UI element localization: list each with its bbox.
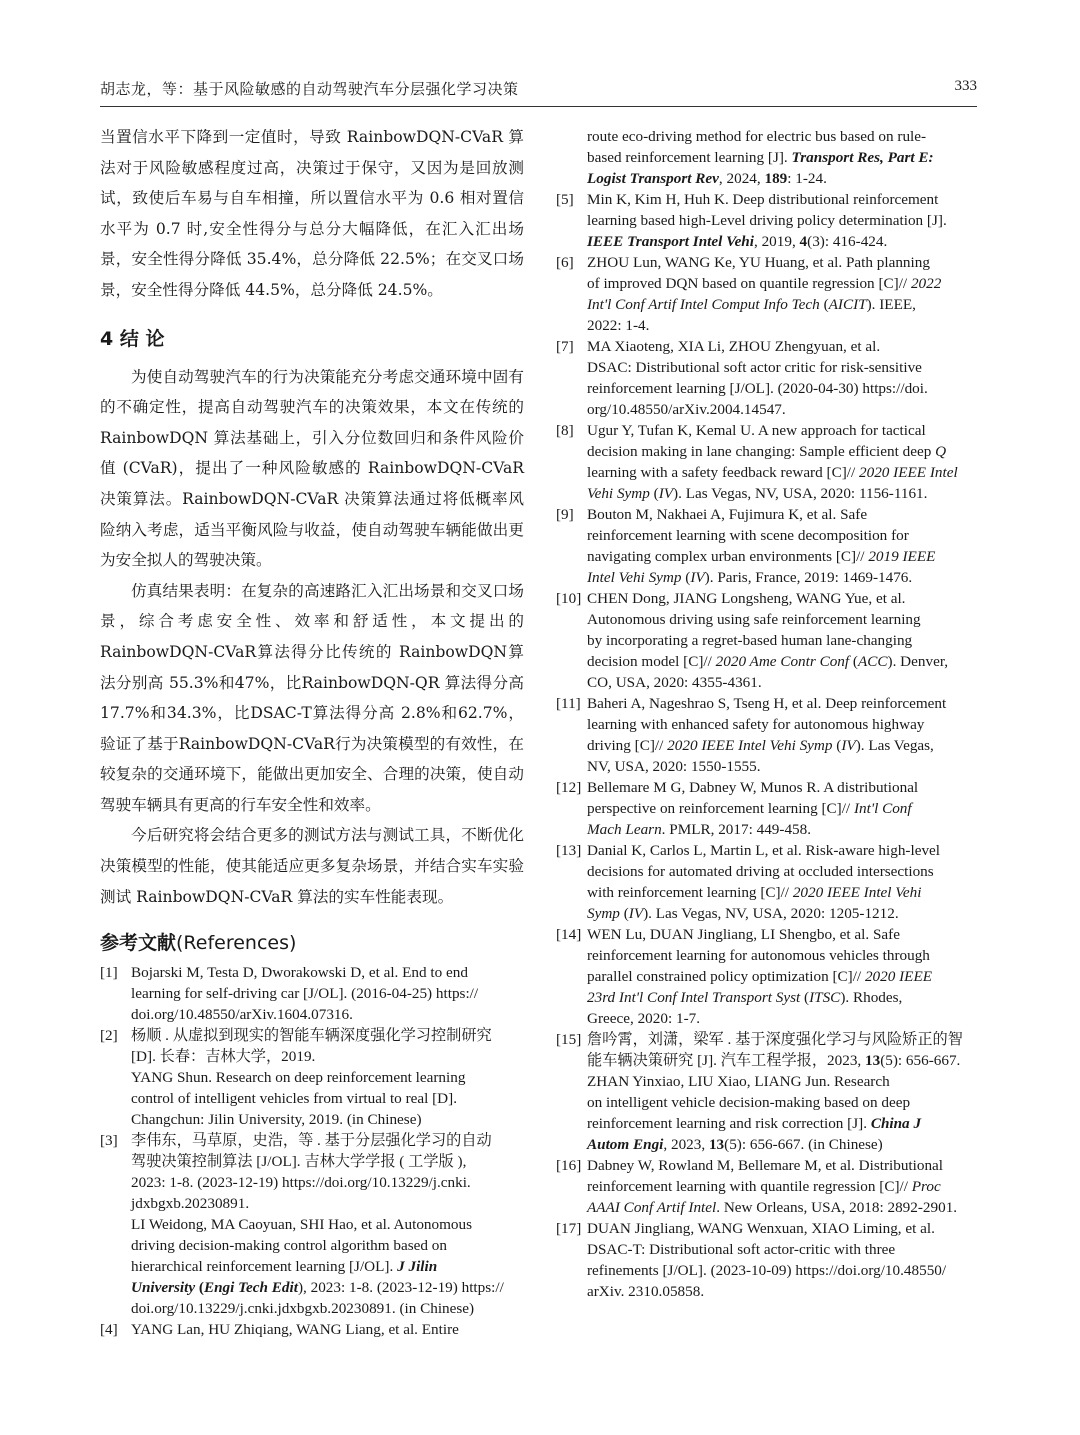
right-column — [556, 126, 982, 1302]
reference-number: [12] — [556, 779, 582, 796]
ref-line: 2023: 1-8. (2023-12-19) https://doi.org/10.13229/j.cnki. — [131, 1174, 471, 1192]
ref-venue: AICIT — [828, 296, 867, 313]
ref-line: Dabney W, Rowland M, Bellemare M, et al. Distributional — [587, 1157, 944, 1174]
reference-number: [17] — [556, 1220, 582, 1237]
reference-item — [100, 1025, 524, 1130]
reference-number: [4] — [100, 1321, 118, 1339]
ref-venue: 2020 IEEE — [864, 968, 932, 985]
ref-line: Bouton M, Nakhaei A, Fujimura K, et al. Safe — [587, 506, 868, 523]
ref-venue: IV — [690, 569, 705, 586]
ref-text: parallel constrained policy optimization [C]// — [587, 968, 865, 985]
ref-journal: Autom Engi — [587, 1136, 664, 1153]
reference-number: [1] — [100, 964, 118, 982]
ref-text: (5): 656-667. (in Chinese) — [724, 1136, 883, 1153]
ref-venue: 2022 — [910, 275, 942, 292]
reference-item — [100, 1130, 524, 1319]
ref-journal: Logist Transport Rev — [587, 170, 719, 187]
ref-text: ). Las Vegas, — [855, 737, 934, 754]
ref-text: , 2019, — [753, 233, 800, 250]
ref-line: Bellemare M G, Dabney W, Munos R. A distributional — [587, 779, 919, 796]
ref-line: reinforcement learning [J/OL]. (2020-04-30) https://doi. — [587, 380, 928, 397]
ref-line: DSAC: Distributional soft actor critic for risk-sensitive — [587, 359, 922, 376]
ref-journal: Transport Res, Part E: — [791, 149, 934, 166]
references-title-cn: 参考文献 — [100, 932, 177, 955]
reference-item — [556, 924, 982, 1029]
ref-text: : 1-24. — [787, 170, 827, 187]
ref-line: Bojarski M, Testa D, Dworakowski D, et al. End to end — [131, 964, 468, 982]
ref-text: ). Rhodes, — [840, 989, 903, 1006]
reference-item — [556, 588, 982, 693]
ref-venue: AAAI Conf Artif Intel — [587, 1199, 717, 1216]
section-title-conclusion: 4 结 论 — [100, 327, 165, 350]
ref-venue: Symp — [587, 905, 620, 922]
ref-line: MA Xiaoteng, XIA Li, ZHOU Zhengyuan, et al. — [587, 338, 881, 355]
ref-journal: Engi Tech Edit — [203, 1279, 298, 1297]
ref-line — [587, 819, 982, 840]
ref-text: ( — [649, 485, 659, 502]
ref-line — [587, 1050, 982, 1071]
ref-line: Danial K, Carlos L, Martin L, et al. Risk-aware high-level — [587, 842, 941, 859]
ref-text: , 2023, — [663, 1136, 709, 1153]
reference-number: [7] — [556, 338, 574, 355]
ref-line: decisions for automated driving at occluded intersections — [587, 863, 934, 880]
reference-item — [556, 189, 982, 252]
ref-venue: IV — [628, 905, 644, 922]
ref-text: perspective on reinforcement learning [C]// — [587, 800, 854, 817]
paragraph-conclusion-3: 今后研究将会结合更多的测试方法与测试工具，不断优化决策模型的性能，使其能适应更多复杂场景，并结合实车实验测试 RainbowDQN-CVaR 算法的实车性能表现。 — [100, 826, 524, 906]
ref-line — [587, 966, 982, 987]
reference-item — [100, 962, 524, 1025]
ref-line: LI Weidong, MA Caoyuan, SHI Hao, et al. Autonomous — [131, 1216, 473, 1234]
reference-item — [556, 1155, 982, 1218]
ref-text: hierarchical reinforcement learning [J/OL]. — [131, 1258, 398, 1276]
running-title: 胡志龙，等：基于风险敏感的自动驾驶汽车分层强化学习决策 — [100, 80, 519, 98]
ref-line: NV, USA, 2020: 1550-1555. — [587, 758, 761, 775]
ref-line — [587, 483, 982, 504]
ref-line: route eco-driving method for electric bus based on rule- — [587, 128, 927, 145]
ref-journal: J Jilin — [397, 1258, 438, 1276]
ref-text: reinforcement learning with quantile regression [C]// — [587, 1178, 912, 1195]
ref-text: ). Las Vegas, NV, USA, 2020: 1156-1161. — [673, 485, 928, 502]
ref-volume: 13 — [708, 1136, 725, 1153]
ref-text: ). Denver, — [887, 653, 949, 670]
ref-line: Autonomous driving using safe reinforcement learning — [587, 611, 921, 628]
ref-line: org/10.48550/arXiv.2004.14547. — [587, 401, 786, 418]
paragraph-confidence-level: 当置信水平下降到一定值时，导致 RainbowDQN-CVaR 算法对于风险敏感程度过高，决策过于保守，又因为是回放测试，致使后车易与自车相撞，所以置信水平为 0.6 相对置信水平为 0.7 时,安全性得分与总分大幅降低，在汇入汇出场景，安全性得分降低 35.4%，总分降低 22.5%；在交叉口场景，安全性得分降低 44.5%，总分降低 24.5%。 — [100, 128, 524, 299]
ref-venue: Intel Vehi Symp — [587, 569, 682, 586]
ref-journal: University — [131, 1279, 196, 1297]
ref-line: jdxbgxb.20230891. — [131, 1195, 250, 1213]
ref-line: arXiv. 2310.05858. — [587, 1283, 705, 1300]
reference-number: [2] — [100, 1027, 118, 1045]
ref-line: DUAN Jingliang, WANG Wenxuan, XIAO Liming, et al. — [587, 1220, 935, 1237]
ref-line: by incorporating a regret-based human lane-changing — [587, 632, 913, 649]
reference-item — [556, 252, 982, 336]
ref-text: reinforcement learning and risk correction [J]. — [587, 1115, 871, 1132]
ref-venue: Int'l Conf Artif Intel Comput Info Tech — [587, 296, 820, 313]
ref-line: doi.org/10.13229/j.cnki.jdxbgxb.20230891. (in Chinese) — [131, 1300, 475, 1318]
ref-text: . PMLR, 2017: 449-458. — [661, 821, 812, 838]
ref-venue: IV — [658, 485, 674, 502]
ref-venue: IV — [841, 737, 856, 754]
ref-line: control of intelligent vehicles from virtual to real [D]. — [131, 1090, 458, 1108]
reference-number: [5] — [556, 191, 574, 208]
ref-line — [587, 903, 982, 924]
ref-line: reinforcement learning for autonomous vehicles through — [587, 947, 930, 964]
ref-line: [D]. 长春：吉林大学，2019. — [131, 1048, 316, 1066]
ref-line: Changchun: Jilin University, 2019. (in Chinese) — [131, 1111, 422, 1129]
ref-text: decision model [C]// — [587, 653, 716, 670]
ref-text: (5): 656-667. — [880, 1052, 961, 1069]
ref-line — [587, 1113, 982, 1134]
ref-line: CHEN Dong, JIANG Longsheng, WANG Yue, et al. — [587, 590, 906, 607]
paragraph-conclusion-1: 为使自动驾驶汽车的行为决策能充分考虑交通环境中固有的不确定性，提高自动驾驶汽车的决策效果，本文在传统的 RainbowDQN 算法基础上，引入分位数回归和条件风险价值 (CVaR)，提出了一种风险敏感的 RainbowDQN-CVaR 决策算法。RainbowDQN-CVaR 决策算法通过将低概率风险纳入考虑，适当平衡风险与收益，使自动驾驶车辆能做出更为安全拟人的驾驶决策。 — [100, 367, 524, 570]
ref-text: ( — [800, 989, 810, 1006]
paragraph-conclusion-2: 仿真结果表明：在复杂的高速路汇入汇出场景和交叉口场景，综合考虑安全性、效率和舒适性，本文提出的 RainbowDQN-CVaR算法得分比传统的 RainbowDQN算法分别高 55.3%和47%，比RainbowDQN-QR 算法得分高 17.7%和34.3%，比DSAC-T算法得分高 2.8%和62.7%，验证了基于RainbowDQN-CVaR行为决策模型的有效性，在较复杂的交通环境下，能做出更加安全、合理的决策，使自动驾驶车辆具有更高的行车安全性和效率。 — [100, 581, 524, 814]
ref-line — [587, 441, 982, 462]
ref-text: navigating complex urban environments [C]// — [587, 548, 869, 565]
ref-venue: Proc — [911, 1178, 941, 1195]
reference-item — [556, 420, 982, 504]
ref-venue: 2020 IEEE Intel Vehi — [792, 884, 922, 901]
ref-journal: China J — [870, 1115, 922, 1132]
ref-math: Q — [935, 443, 947, 460]
ref-text: ( — [195, 1279, 204, 1297]
reference-number: [15] — [556, 1031, 582, 1048]
ref-text: driving [C]// — [587, 737, 668, 754]
reference-number: [14] — [556, 926, 582, 943]
ref-line: CO, USA, 2020: 4355-4361. — [587, 674, 762, 691]
reference-number: [10] — [556, 590, 582, 607]
page-number: 333 — [954, 78, 977, 94]
ref-venue: Mach Learn — [587, 821, 662, 838]
references-title — [100, 928, 524, 954]
ref-text: ( — [849, 653, 858, 670]
ref-text: 能车辆决策研究 [J]. 汽车工程学报，2023, — [587, 1052, 866, 1069]
ref-line: driving decision-making control algorithm based on — [131, 1237, 447, 1255]
ref-venue: Vehi Symp — [587, 485, 650, 502]
ref-line: 驾驶决策控制算法 [J/OL]. 吉林大学学报 ( 工学版 ), — [131, 1153, 467, 1171]
ref-line — [587, 294, 982, 315]
references-title-en: (References) — [176, 932, 297, 955]
ref-journal: IEEE Transport Intel Vehi — [587, 233, 754, 250]
ref-text: based reinforcement learning [J]. — [587, 149, 792, 166]
ref-text: ( — [832, 737, 842, 754]
ref-line: doi.org/10.48550/arXiv.1604.07316. — [131, 1006, 353, 1024]
ref-line: YANG Lan, HU Zhiqiang, WANG Liang, et al. Entire — [131, 1321, 459, 1339]
ref-line: learning with enhanced safety for autonomous highway — [587, 716, 925, 733]
ref-line: reinforcement learning with scene decomposition for — [587, 527, 909, 544]
ref-text: learning with a safety feedback reward [C]// — [587, 464, 859, 481]
ref-line: 2022: 1-4. — [587, 317, 650, 334]
reference-item — [556, 840, 982, 924]
ref-volume: 189 — [764, 170, 788, 187]
left-column — [100, 122, 524, 1340]
ref-volume: 4 — [799, 233, 808, 250]
ref-line: Ugur Y, Tufan K, Kemal U. A new approach for tactical — [587, 422, 926, 439]
ref-text: ( — [619, 905, 629, 922]
ref-line — [587, 273, 982, 294]
ref-line — [587, 798, 982, 819]
ref-line — [587, 882, 982, 903]
reference-item — [556, 336, 982, 420]
ref-volume: 13 — [865, 1052, 881, 1069]
reference-item — [556, 777, 982, 840]
reference-item — [556, 1218, 982, 1302]
ref-line: Greece, 2020: 1-7. — [587, 1010, 701, 1027]
ref-venue: 2020 IEEE Intel Vehi Symp — [667, 737, 833, 754]
ref-line: 詹吟霄，刘潇，梁军 . 基于深度强化学习与风险矫正的智 — [587, 1031, 963, 1048]
reference-number: [11] — [556, 695, 581, 712]
ref-text: of improved DQN based on quantile regression [C]// — [587, 275, 911, 292]
ref-line — [587, 735, 982, 756]
reference-number: [13] — [556, 842, 582, 859]
ref-text: (3): 416-424. — [807, 233, 888, 250]
ref-line: on intelligent vehicle decision-making based on deep — [587, 1094, 911, 1111]
ref-line — [587, 651, 982, 672]
ref-venue: 2020 IEEE Intel — [859, 464, 958, 481]
ref-line: YANG Shun. Research on deep reinforcement learning — [131, 1069, 466, 1087]
ref-line — [587, 1176, 982, 1197]
ref-line: Min K, Kim H, Huh K. Deep distributional reinforcement — [587, 191, 939, 208]
ref-line — [587, 546, 982, 567]
ref-venue: Int'l Conf — [853, 800, 912, 817]
ref-line: ZHAN Yinxiao, LIU Xiao, LIANG Jun. Research — [587, 1073, 890, 1090]
reference-number: [6] — [556, 254, 574, 271]
ref-line: learning for self-driving car [J/OL]. (2016-04-25) https:// — [131, 985, 479, 1003]
ref-text: . New Orleans, USA, 2018: 2892-2901. — [716, 1199, 958, 1216]
ref-line — [587, 1197, 982, 1218]
ref-line — [587, 231, 982, 252]
ref-venue: ITSC — [809, 989, 841, 1006]
ref-text: with reinforcement learning [C]// — [587, 884, 793, 901]
ref-line — [587, 147, 982, 168]
ref-text: ( — [819, 296, 829, 313]
reference-item-continued — [556, 126, 982, 189]
running-header — [100, 74, 977, 107]
ref-line — [587, 462, 982, 483]
ref-line — [587, 567, 982, 588]
ref-text: ), 2023: 1-8. (2023-12-19) https:// — [297, 1279, 504, 1297]
reference-number: [3] — [100, 1132, 118, 1150]
ref-line — [587, 1134, 982, 1155]
reference-item — [556, 693, 982, 777]
ref-line: DSAC-T: Distributional soft actor-critic with three — [587, 1241, 896, 1258]
ref-venue: ACC — [857, 653, 888, 670]
reference-item — [100, 1319, 524, 1340]
ref-line: 杨顺 . 从虚拟到现实的智能车辆深度强化学习控制研究 — [131, 1027, 492, 1045]
ref-line — [131, 1256, 524, 1277]
ref-text: ). Las Vegas, NV, USA, 2020: 1205-1212. — [643, 905, 899, 922]
ref-text: , 2024, — [718, 170, 765, 187]
ref-text: decision making in lane changing: Sample efficient deep — [587, 443, 936, 460]
ref-text: ( — [681, 569, 691, 586]
ref-line: Baheri A, Nageshrao S, Tseng H, et al. Deep reinforcement — [587, 695, 947, 712]
ref-line — [587, 168, 982, 189]
reference-number: [8] — [556, 422, 574, 439]
ref-venue: 23rd Int'l Conf Intel Transport Syst — [587, 989, 801, 1006]
ref-line: ZHOU Lun, WANG Ke, YU Huang, et al. Path planning — [587, 254, 930, 271]
ref-line: learning based high-Level driving policy determination [J]. — [587, 212, 947, 229]
ref-line — [587, 987, 982, 1008]
reference-number: [16] — [556, 1157, 582, 1174]
ref-line: WEN Lu, DUAN Jingliang, LI Shengbo, et al. Safe — [587, 926, 900, 943]
reference-item — [556, 504, 982, 588]
reference-item — [556, 1029, 982, 1155]
ref-line — [131, 1277, 524, 1298]
reference-number: [9] — [556, 506, 574, 523]
ref-line: 李伟东，马草原，史浩，等 . 基于分层强化学习的自动 — [131, 1132, 492, 1150]
ref-venue: 2020 Ame Contr Conf — [715, 653, 850, 670]
ref-text: ). IEEE, — [866, 296, 916, 313]
ref-venue: 2019 IEEE — [868, 548, 936, 565]
ref-text: ). Paris, France, 2019: 1469-1476. — [704, 569, 913, 586]
ref-line: refinements [J/OL]. (2023-10-09) https://doi.org/10.48550/ — [587, 1262, 947, 1279]
